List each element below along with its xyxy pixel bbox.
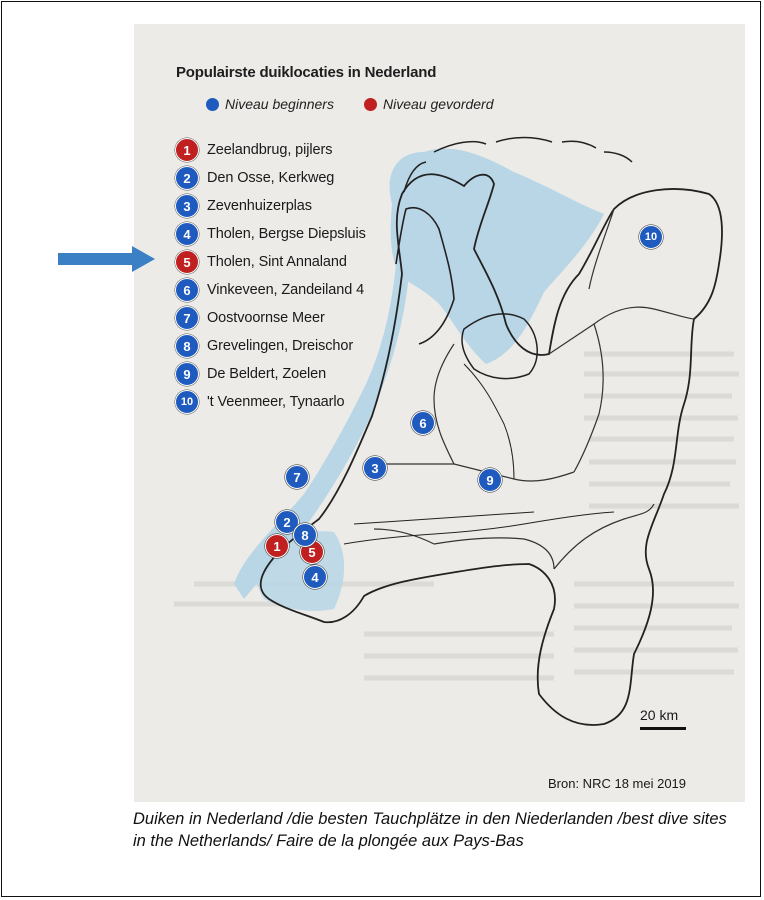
scale-bar xyxy=(640,727,686,730)
map-marker-2[interactable]: 2 xyxy=(275,510,299,534)
map-marker-4[interactable]: 4 xyxy=(303,565,327,589)
source-credit: Bron: NRC 18 mei 2019 xyxy=(548,776,687,791)
list-item xyxy=(175,276,366,304)
map-marker-1[interactable]: 1 xyxy=(265,534,289,558)
map-marker-9[interactable]: 9 xyxy=(478,468,502,492)
map-marker-8[interactable]: 8 xyxy=(293,523,317,547)
newspaper-clipping xyxy=(134,24,745,802)
list-item xyxy=(175,332,366,360)
legend-beginners-label: Niveau beginners xyxy=(225,96,334,112)
site-name: Zevenhuizerplas xyxy=(207,198,312,214)
site-number-badge: 2 xyxy=(175,166,199,190)
site-name: 't Veenmeer, Tynaarlo xyxy=(207,394,345,410)
map-marker-10[interactable]: 10 xyxy=(639,225,663,249)
site-name: De Beldert, Zoelen xyxy=(207,366,327,382)
site-number-badge: 5 xyxy=(175,250,199,274)
blue-dot-icon xyxy=(206,98,219,111)
list-item xyxy=(175,136,366,164)
rivers xyxy=(344,364,614,544)
site-name: Den Osse, Kerkweg xyxy=(207,170,335,186)
site-number-badge: 10 xyxy=(175,390,199,414)
map-marker-6[interactable]: 6 xyxy=(411,411,435,435)
site-name: Zeelandbrug, pijlers xyxy=(207,142,333,158)
site-name: Tholen, Sint Annaland xyxy=(207,254,347,270)
site-number-badge: 1 xyxy=(175,138,199,162)
map-title: Populairste duiklocaties in Nederland xyxy=(176,64,437,81)
map-marker-5[interactable]: 5 xyxy=(300,540,324,564)
scale-label: 20 km xyxy=(640,707,679,723)
site-number-badge: 9 xyxy=(175,362,199,386)
list-item xyxy=(175,220,366,248)
list-item xyxy=(175,304,366,332)
site-number-badge: 7 xyxy=(175,306,199,330)
site-name: Vinkeveen, Zandeiland 4 xyxy=(207,282,365,298)
site-name: Grevelingen, Dreischor xyxy=(207,338,354,354)
site-number-badge: 4 xyxy=(175,222,199,246)
map-marker-3[interactable]: 3 xyxy=(363,456,387,480)
site-name: Tholen, Bergse Diepsluis xyxy=(207,226,366,242)
red-dot-icon xyxy=(364,98,377,111)
site-number-badge: 8 xyxy=(175,334,199,358)
map-marker-7[interactable]: 7 xyxy=(285,465,309,489)
site-name: Oostvoornse Meer xyxy=(207,310,325,326)
dive-site-list xyxy=(175,136,366,416)
legend-advanced xyxy=(364,96,494,112)
list-item xyxy=(175,360,366,388)
legend-beginners xyxy=(206,96,334,112)
legend-advanced-label: Niveau gevorderd xyxy=(383,96,494,112)
pointer-arrow-icon xyxy=(58,246,156,272)
caption-text: Duiken in Nederland /die besten Tauchplätze in den Niederlanden /best dive sites in the Netherlands/ Faire de la plongée aux Pays-Bas xyxy=(133,810,727,850)
list-item xyxy=(175,388,366,416)
list-item xyxy=(175,164,366,192)
image-frame xyxy=(1,1,761,897)
list-item xyxy=(175,248,366,276)
list-item xyxy=(175,192,366,220)
site-number-badge: 6 xyxy=(175,278,199,302)
site-number-badge: 3 xyxy=(175,194,199,218)
wadden-sea-water xyxy=(390,149,604,364)
